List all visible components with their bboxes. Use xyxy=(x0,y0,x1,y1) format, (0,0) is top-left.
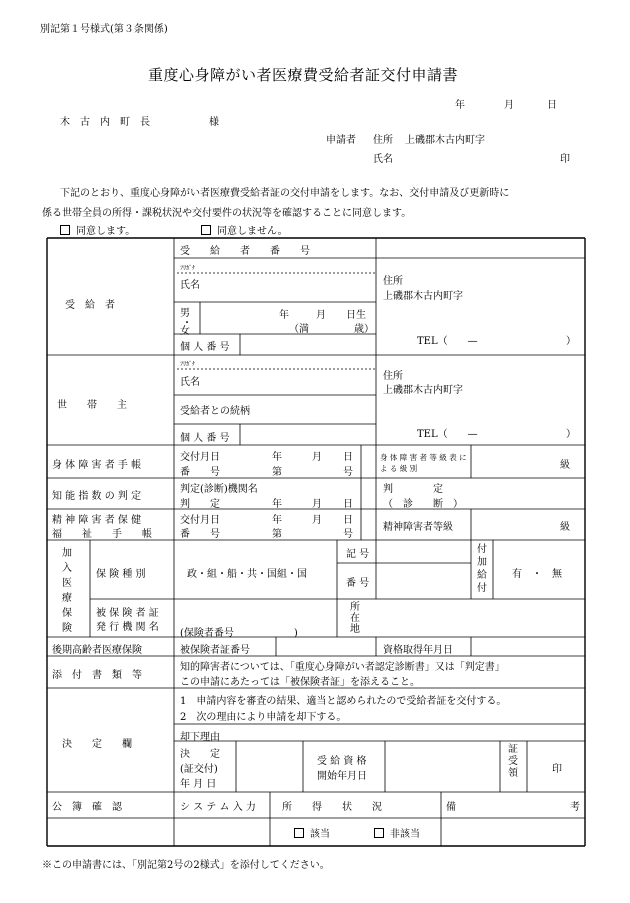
date-day-label: 日 xyxy=(547,100,557,111)
not-applicable-checkbox[interactable] xyxy=(374,828,384,838)
applicant-seal: 印 xyxy=(560,154,570,165)
intellect-day: 日 xyxy=(343,499,353,510)
consent-disagree-option[interactable]: 同意しません。 xyxy=(201,222,288,237)
recipient-tel[interactable]: TEL（ — xyxy=(417,336,478,347)
physical-grade-unit: 級 xyxy=(560,460,570,471)
insurance-number-label: 番 号 xyxy=(346,578,370,589)
mental-day: 日 xyxy=(343,515,353,526)
decision-date-label-2: (証交付) xyxy=(180,764,218,775)
mental-dai: 第 xyxy=(272,529,282,540)
insurance-issuer-label-1: 被 保 険 者 証 xyxy=(96,608,159,619)
physical-go: 号 xyxy=(343,467,353,478)
ledger-check-label: 公 簿 確 認 xyxy=(52,802,122,813)
recipient-birth-day: 日生 xyxy=(346,310,366,321)
recipient-birth-month: 月 xyxy=(316,310,326,321)
decision-date-label-3: 年 月 日 xyxy=(180,779,217,790)
recipient-age-open: （満 xyxy=(289,324,309,335)
insurance-location-label: 所在地 xyxy=(350,602,360,635)
decision-date-label-1: 決 定 xyxy=(180,749,220,760)
intellect-org-label: 判定(診断)機関名 xyxy=(180,484,258,495)
applicant-label: 申請者 xyxy=(326,135,356,146)
mental-year: 年 xyxy=(272,515,282,526)
mental-month: 月 xyxy=(312,515,322,526)
remarks-label-2: 考 xyxy=(570,802,580,813)
mental-grade-unit: 級 xyxy=(560,522,570,533)
mental-number-label: 番 号 xyxy=(180,529,220,540)
decision-seal: 印 xyxy=(552,764,562,775)
decision-option-1: 1 申請内容を審査の結果、適当と認められたので受給者証を交付する。 xyxy=(180,696,507,707)
recipient-sex-female[interactable]: 女 xyxy=(180,326,190,337)
insurance-type-options[interactable]: 政・組・船・共・国組・国 xyxy=(187,569,307,580)
reject-reason-label: 却下理由 xyxy=(180,732,220,743)
physical-grade-label: 身 体 障 害 者 等 級 表 に よ る 級 別 xyxy=(380,453,467,473)
date-month-label: 月 xyxy=(504,100,514,111)
addressee: 木 古 内 町 長 xyxy=(60,117,150,128)
form-number: 別記第１号様式(第３条関係) xyxy=(40,24,168,35)
decision-option-2: 2 次の理由により申請を却下する。 xyxy=(180,712,347,723)
household-tel[interactable]: TEL（ — xyxy=(417,429,478,440)
recipient-address-label: 住所 xyxy=(383,276,403,287)
addressee-honorific: 様 xyxy=(209,117,219,128)
insurance-symbol-label: 記 号 xyxy=(346,549,370,560)
recipient-number-label: 受 給 者 番 号 xyxy=(180,246,310,257)
mental-issue-label: 交付月日 xyxy=(180,515,220,526)
system-input-label: シ ス テ ム 入 力 xyxy=(180,802,256,813)
physical-month: 月 xyxy=(312,452,322,463)
eligibility-start-label-2: 開始年月日 xyxy=(317,771,367,782)
insurance-type-label: 保 険 種 別 xyxy=(96,569,146,580)
recipient-birth-year: 年 xyxy=(279,310,289,321)
income-not-applicable-option[interactable]: 非該当 xyxy=(374,825,420,840)
mental-cert-label-2: 福 祉 手 帳 xyxy=(52,529,152,540)
intellect-label: 知 能 指 数 の 判 定 xyxy=(52,491,142,502)
income-status-label: 所 得 状 況 xyxy=(282,802,382,813)
recipient-age-close: 歳） xyxy=(354,324,374,335)
intellect-judge-label: 判 定 xyxy=(180,499,220,510)
elderly-insurance-label: 後期高齢者医療保険 xyxy=(52,645,142,656)
cert-receipt-label: 証受領 xyxy=(508,744,518,779)
recipient-address-value[interactable]: 上磯郡木古内町字 xyxy=(383,291,463,302)
consent-agree-option[interactable]: 同意します。 xyxy=(60,222,135,237)
recipient-name-label: 氏名 xyxy=(180,280,200,291)
mental-grade-label: 精神障害者等級 xyxy=(383,522,453,533)
physical-number-label: 番 号 xyxy=(180,467,220,478)
household-relation-label: 受給者との続柄 xyxy=(180,406,250,417)
insurance-side-label: 加入医療保険 xyxy=(62,548,72,634)
additional-benefit-label: 付加給付 xyxy=(477,544,487,594)
physical-year: 年 xyxy=(272,452,282,463)
page-title: 重度心身障がい者医療費受給者証交付申請書 xyxy=(148,66,459,84)
household-label: 世 帯 主 xyxy=(57,400,127,411)
physical-day: 日 xyxy=(343,452,353,463)
insurer-number-label: (保険者番号 ) xyxy=(180,628,298,639)
recipient-label: 受 給 者 xyxy=(65,300,115,311)
footnote: ※この申請書には、「別記第2号の2様式」を添付してください。 xyxy=(42,860,330,871)
date-year-label: 年 xyxy=(455,100,465,111)
household-tel-close: ） xyxy=(566,429,576,440)
intellect-month: 月 xyxy=(312,499,322,510)
recipient-sex-male[interactable]: 男 xyxy=(180,308,190,319)
applicant-address-value[interactable]: 上磯郡木古内町字 xyxy=(405,135,485,146)
physical-cert-label: 身 体 障 害 者 手 帳 xyxy=(52,460,142,471)
applicant-address-label: 住所 xyxy=(373,135,393,146)
recipient-furigana-label: ﾌﾘｶﾞﾅ xyxy=(180,265,196,272)
mental-cert-label-1: 精 神 障 害 者 保 健 xyxy=(52,515,142,526)
consent-text-line2: 係る世帯全員の所得・課税状況や交付要件の状況等を確認することに同意します。 xyxy=(42,208,412,219)
elderly-insured-number-label: 被保険者証番号 xyxy=(180,645,250,656)
intellect-judge2-label: 判 定 xyxy=(383,484,443,495)
mental-go: 号 xyxy=(343,529,353,540)
household-name-label: 氏名 xyxy=(180,377,200,388)
attachment-note-2: この申請にあたっては「被保険者証」を添えること。 xyxy=(180,677,420,688)
household-personal-number-label: 個 人 番 号 xyxy=(180,433,230,444)
insurance-issuer-label-2: 発 行 機 関 名 xyxy=(96,622,159,633)
attachment-label: 添 付 書 類 等 xyxy=(52,670,142,681)
applicant-name-label: 氏名 xyxy=(373,154,393,165)
intellect-diagnosis-label: （ 診 断 ） xyxy=(383,499,463,510)
physical-dai: 第 xyxy=(272,467,282,478)
household-address-value[interactable]: 上磯郡木古内町字 xyxy=(383,385,463,396)
income-applicable-option[interactable]: 該当 xyxy=(294,825,330,840)
decision-label: 決 定 欄 xyxy=(62,739,132,750)
applicable-checkbox[interactable] xyxy=(294,828,304,838)
household-address-label: 住所 xyxy=(383,371,403,382)
intellect-year: 年 xyxy=(272,499,282,510)
recipient-personal-number-label: 個 人 番 号 xyxy=(180,342,230,353)
elderly-acquired-date-label: 資格取得年月日 xyxy=(383,645,453,656)
additional-benefit-options[interactable]: 有 ・ 無 xyxy=(512,569,562,580)
eligibility-start-label-1: 受 給 資 格 xyxy=(317,756,367,767)
household-furigana-label: ﾌﾘｶﾞﾅ xyxy=(180,361,196,368)
remarks-label-1: 備 xyxy=(446,802,456,813)
recipient-sex-dot: ・ xyxy=(182,318,192,329)
consent-text-line1: 下記のとおり、重度心身障がい者医療費受給者証の交付申請をします。なお、交付申請及び更新時に xyxy=(60,188,510,199)
physical-issue-label: 交付月日 xyxy=(180,452,220,463)
recipient-tel-close: ） xyxy=(566,336,576,347)
attachment-note-1: 知的障害者については、「重度心身障がい者認定診断書」又は「判定書」 xyxy=(180,662,505,673)
